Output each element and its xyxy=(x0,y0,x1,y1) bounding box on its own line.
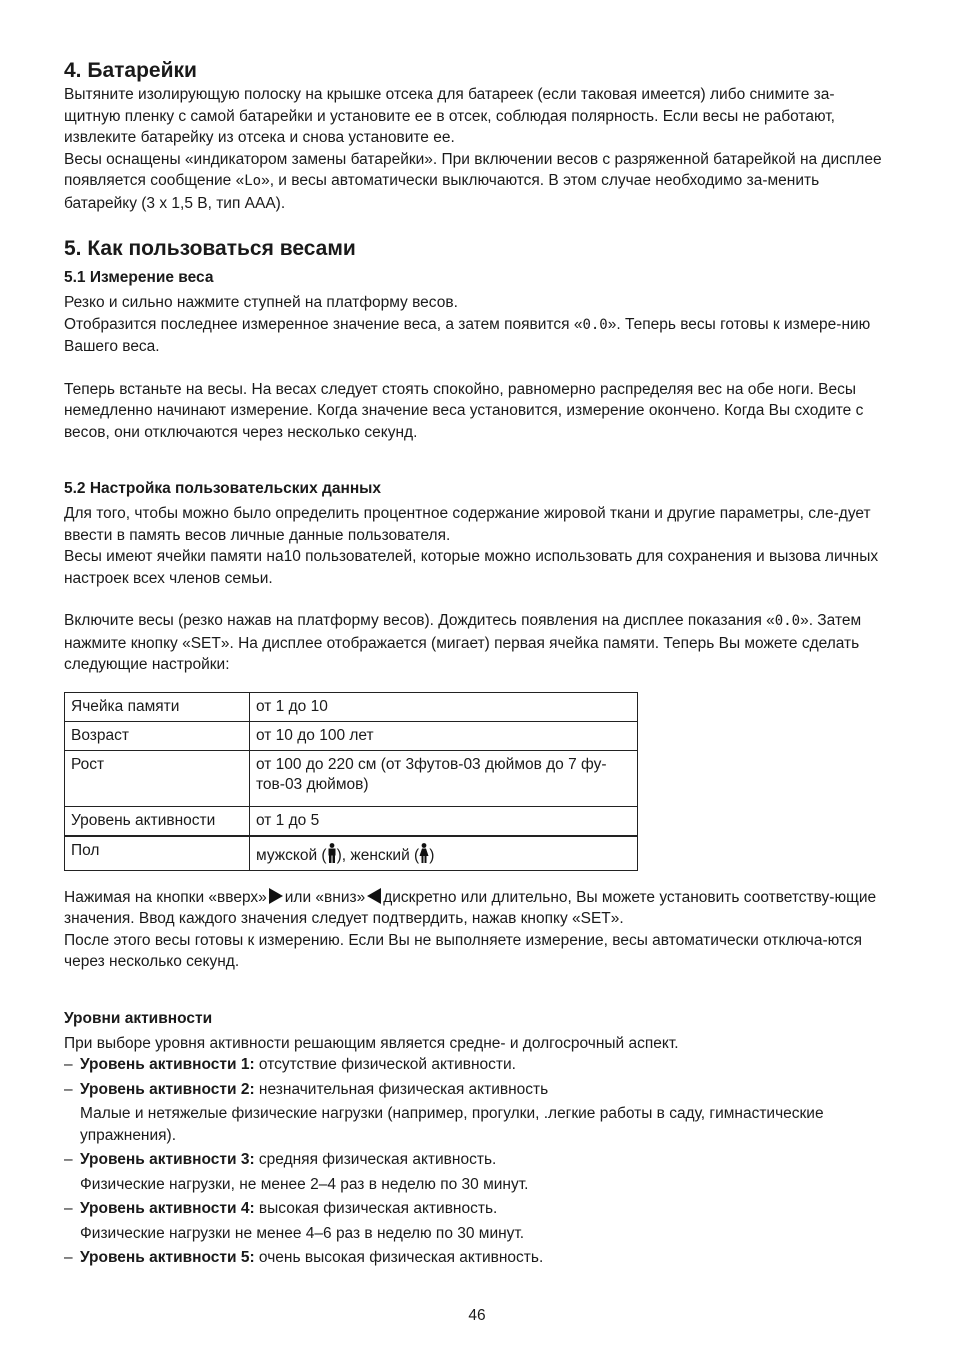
section-4-heading: 4. Батарейки xyxy=(64,59,197,82)
list-item: – Уровень активности 2: незначительная физическая активность Малые и нетяжелые физические нагрузки (например, прогулки, .легкие работы в саду, гимнастические упражнения). xyxy=(64,1080,824,1144)
table-cell: от 1 до 10 xyxy=(250,692,638,721)
page-content xyxy=(64,58,890,1269)
female-person-icon xyxy=(419,843,429,863)
section-5-2-paragraph-3: Включите весы (резко нажав на платформу весов). Дождитесь появления на дисплее показания «0.0». Затем нажмите кнопку «SET». На дисплее отображается (мигает) первая ячейка памяти. Теперь Вы можете сделать следующие настройки: xyxy=(64,612,862,673)
table-cell: от 1 до 5 xyxy=(250,806,638,836)
section-5-2-heading: 5.2 Настройка пользовательских данных xyxy=(64,480,382,497)
table-row xyxy=(65,750,638,806)
section-5-1-paragraph-2: Отобразится последнее измеренное значение веса, а затем появится «0.0». Теперь весы готовы к измере-нию Вашего веса. xyxy=(64,315,871,355)
section-5-2-paragraph-1: Для того, чтобы можно было определить процентное содержание жировой ткани и другие параметры, сле-дует ввести в память весов личные данные пользователя. xyxy=(64,505,871,544)
list-item: – Уровень активности 1: отсутствие физической активности. xyxy=(64,1056,516,1073)
section-4-paragraph-2: Весы оснащены «индикатором замены батарейки». При включении весов с разряженной батарейкой на дисплее появляется сообщение «Lo», и весы автоматически выключаются. В этом случае необходимо за-менить батарейку (3 x 1,5 В, тип AAA). xyxy=(64,150,882,212)
table-cell: от 10 до 100 лет xyxy=(250,721,638,750)
section-5-1-paragraph-3: Теперь встаньте на весы. На весах следует стоять спокойно, равномерно распределяя вес на обе ноги. Весы немедленно начинают измерение. Когда значение веса установится, измерение окончено. Когда Вы сходите с весов, они отключаются через несколько секунд. xyxy=(64,380,864,441)
section-5-2-paragraph-2: Весы имеют ячейки памяти на10 пользователей, которые можно использовать для сохранения и вызова личных настроек всех членов семьи. xyxy=(64,548,879,587)
table-cell: мужской ( ), женский ( ) xyxy=(250,836,638,871)
table-row xyxy=(65,836,638,871)
table-row xyxy=(65,806,638,836)
section-5-1-paragraph-1: Резко и сильно нажмите ступней на платформу весов. xyxy=(64,294,458,311)
section-5-2-paragraph-4: Нажимая на кнопки «вверх» или «вниз» дискретно или длительно, Вы можете установить соответству-ющие значения. Ввод каждого значения следует подтвердить, нажав кнопку «SET». xyxy=(64,888,877,927)
section-4-paragraph-1: Вытяните изолирующую полоску на крышке отсека для батареек (если таковая имеется) либо снимите за-щитную пленку с самой батарейки и установите ее в отсек, соблюдая полярность. Если весы не работают, извлеките батарейку из отсека и снова установите ее. xyxy=(64,86,835,146)
table-cell: Уровень активности xyxy=(65,806,250,836)
section-5-2-paragraph-5: После этого весы готовы к измерению. Если Вы не выполняете измерение, весы автоматически отключа-ются через несколько секунд. xyxy=(64,931,862,970)
table-cell: Рост xyxy=(65,750,250,806)
activity-levels-intro: При выборе уровня активности решающим является средне- и долгосрочный аспект. xyxy=(64,1034,679,1052)
activity-levels-heading: Уровни активности xyxy=(64,1009,213,1027)
activity-levels-list xyxy=(64,1054,890,1269)
settings-table xyxy=(64,692,638,871)
table-row xyxy=(65,721,638,750)
page-number: 46 xyxy=(468,1307,486,1324)
list-item: – Уровень активности 3: средняя физическая активность. Физические нагрузки, не менее 2–4 раз в неделю по 30 минут. xyxy=(64,1151,529,1193)
up-arrow-icon xyxy=(269,888,283,904)
male-person-icon xyxy=(327,843,337,863)
lcd-zero-symbol: 0.0 xyxy=(774,613,801,629)
lcd-zero-symbol: 0.0 xyxy=(582,316,608,333)
section-5-heading: 5. Как пользоваться весами xyxy=(64,237,356,260)
down-arrow-icon xyxy=(367,888,381,904)
list-item: – Уровень активности 4: высокая физическая активность. Физические нагрузки не менее 4–6 раз в неделю по 30 минут. xyxy=(64,1200,525,1242)
table-cell: Пол xyxy=(65,836,250,871)
section-5-1-heading: 5.1 Измерение веса xyxy=(64,269,214,286)
table-cell: Возраст xyxy=(65,721,250,750)
table-cell: Ячейка памяти xyxy=(65,692,250,721)
table-cell: от 100 до 220 см (от 3футов-03 дюймов до 7 фу-тов-03 дюймов) xyxy=(250,750,638,806)
list-item: – Уровень активности 5: очень высокая физическая активность. xyxy=(64,1249,544,1266)
lcd-lo-symbol: Lo xyxy=(244,173,262,189)
table-row xyxy=(65,692,638,721)
